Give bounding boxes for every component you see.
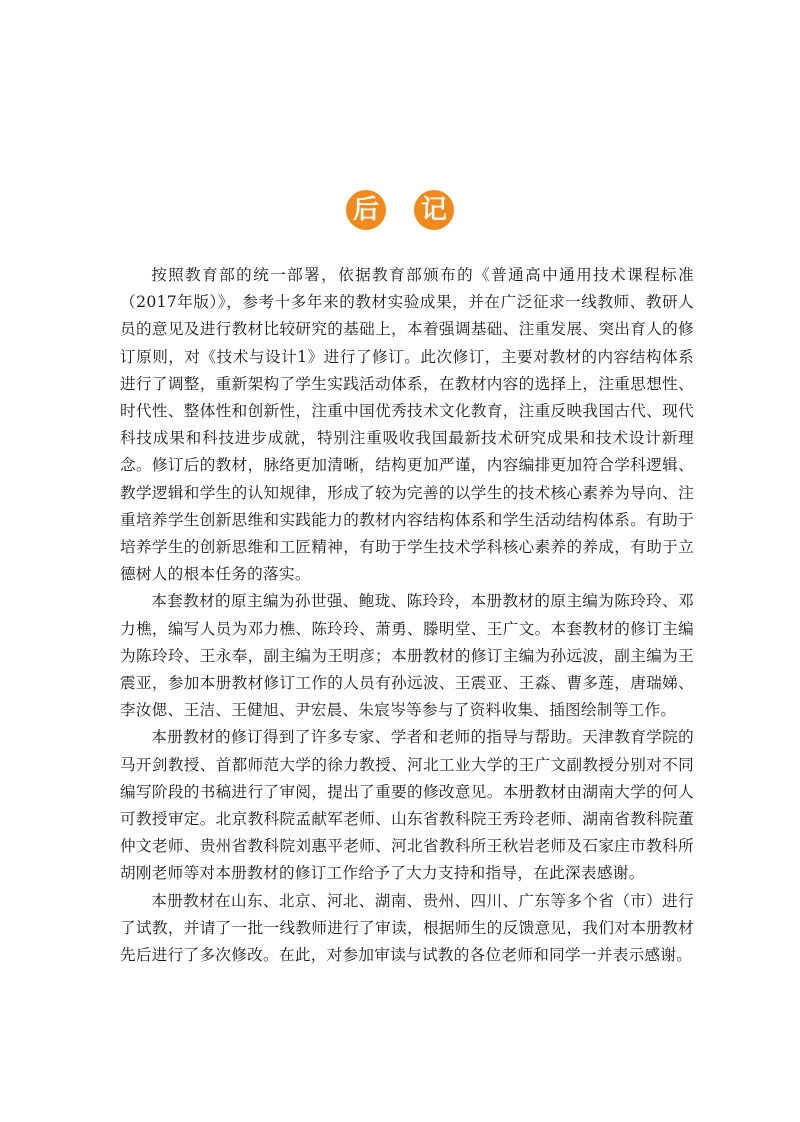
title-char-1: 后 [346, 190, 386, 230]
paragraph-4: 本册教材在山东、北京、河北、湖南、贵州、四川、广东等多个省（市）进行了试教，并请了一批一线教师进行了审读，根据师生的反馈意见，我们对本册教材先后进行了多次修改。在此，对参加审读与试教的各位老师和同学一并表示感谢。 [120, 891, 694, 965]
paragraph-2: 本套教材的原主编为孙世强、鲍珑、陈玲玲，本册教材的原主编为陈玲玲、邓力樵，编写人员为邓力樵、陈玲玲、萧勇、滕明堂、王广文。本套教材的修订主编为陈玲玲、王永奉，副主编为王明彦；本册教材的修订主编为孙远波，副主编为王震亚，参加本册教材修订工作的人员有孙远波、王震亚、王淼、曹多莲，唐瑞娣、李汝偲、王洁、王健旭、尹宏晨、朱宸岑等参与了资料收集、插图绘制等工作。 [120, 592, 694, 720]
title-char-2: 记 [414, 190, 454, 230]
afterword-body [120, 262, 694, 969]
paragraph-1: 按照教育部的统一部署，依据教育部颁布的《普通高中通用技术课程标准（2017年版）》，参考十多年来的教材实验成果，并在广泛征求一线教师、教研人员的意见及进行教材比较研究的基础上，本着强调基础、注重发展、突出育人的修订原则，对《技术与设计1》进行了修订。此次修订，主要对教材的内容结构体系进行了调整，重新架构了学生实践活动体系，在教材内容的选择上，注重思想性、时代性、整体性和创新性，注重中国优秀技术文化教育，注重反映我国古代、现代科技成果和科技进步成就，特别注重吸收我国最新技术研究成果和技术设计新理念。修订后的教材，脉络更加清晰，结构更加严谨，内容编排更加符合学科逻辑、教学逻辑和学生的认知规律，形成了较为完善的以学生的技术核心素养为导向、注重培养学生创新思维和实践能力的教材内容结构体系和学生活动结构体系。有助于培养学生的创新思维和工匠精神，有助于学生技术学科核心素养的养成，有助于立德树人的根本任务的落实。 [120, 266, 694, 584]
paragraph-3: 本册教材的修订得到了许多专家、学者和老师的指导与帮助。天津教育学院的马开剑教授、首都师范大学的徐力教授、河北工业大学的王广文副教授分别对不同编写阶段的书稿进行了审阅，提出了重要的修改意见。本册教材由湖南大学的何人可教授审定。北京教科院孟献军老师、山东省教科院王秀玲老师、湖南省教科院董仲文老师、贵州省教科院刘惠平老师、河北省教科所王秋岩老师及石家庄市教科所胡刚老师等对本册教材的修订工作给予了大力支持和指导，在此深表感谢。 [120, 728, 694, 883]
page-title [0, 190, 800, 230]
